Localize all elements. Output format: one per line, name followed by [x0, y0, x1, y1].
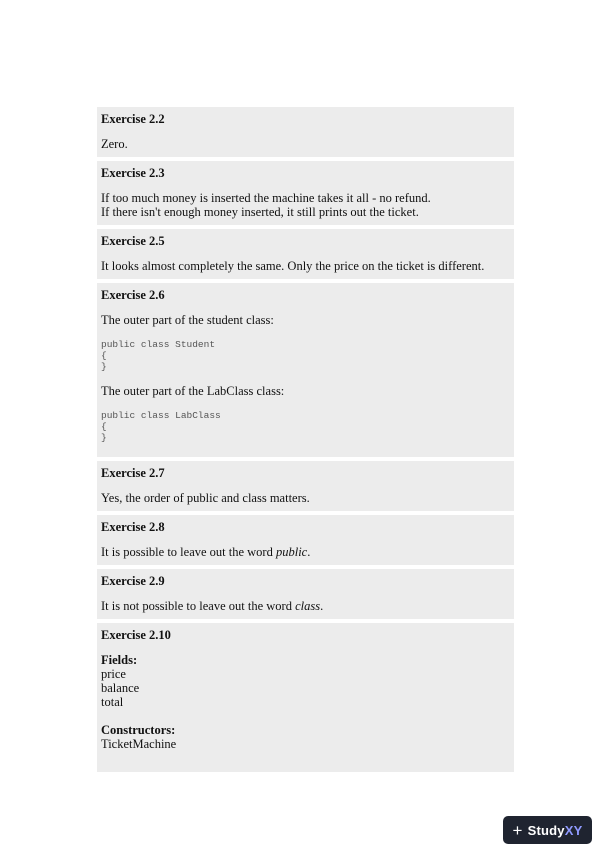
exercise-title: Exercise 2.2	[101, 112, 165, 126]
answer-punctuation: .	[307, 545, 311, 559]
code-line: public class Student	[101, 339, 216, 350]
exercise-answer-intro: The outer part of the LabClass class:	[101, 384, 285, 398]
exercise-2-5-box	[97, 229, 514, 279]
emphasized-keyword: public	[275, 545, 308, 559]
exercise-2-8-box	[97, 515, 514, 565]
exercise-answer: It looks almost completely the same. Only the price on the ticket is different.	[101, 259, 485, 273]
code-line: }	[101, 432, 107, 443]
field-item: total	[101, 695, 124, 709]
exercise-answer	[101, 545, 510, 559]
exercise-2-2-box	[97, 107, 514, 157]
field-item: price	[101, 667, 126, 681]
code-line: {	[101, 421, 107, 432]
code-line: {	[101, 350, 107, 361]
exercise-title: Exercise 2.6	[101, 288, 165, 302]
logo-text-study: Study	[527, 822, 565, 838]
plus-icon: +	[512, 820, 523, 840]
studyxy-logo	[503, 816, 592, 844]
exercise-2-9-box	[97, 569, 514, 619]
code-line: public class LabClass	[101, 410, 221, 421]
fields-heading: Fields:	[101, 653, 138, 667]
exercise-answer	[101, 599, 510, 613]
exercise-2-3-box	[97, 161, 514, 225]
field-item: balance	[101, 681, 140, 695]
exercise-2-7-box	[97, 461, 514, 511]
emphasized-keyword: class	[295, 599, 321, 613]
constructors-heading: Constructors:	[101, 723, 176, 737]
exercise-title: Exercise 2.7	[101, 466, 165, 480]
exercise-title: Exercise 2.5	[101, 234, 165, 248]
exercise-title: Exercise 2.3	[101, 166, 165, 180]
logo-text-xy: XY	[564, 822, 583, 838]
exercise-answer: Yes, the order of public and class matters.	[101, 491, 310, 505]
answer-punctuation: .	[320, 599, 324, 613]
exercise-answer-intro: The outer part of the student class:	[101, 313, 274, 327]
code-line: }	[101, 361, 107, 372]
exercise-2-6-box	[97, 283, 514, 457]
answer-text: It is not possible to leave out the word	[101, 599, 296, 613]
exercise-title: Exercise 2.10	[101, 628, 171, 642]
answer-text: It is possible to leave out the word	[101, 545, 276, 559]
exercise-answer: Zero.	[101, 137, 128, 151]
exercise-answer-line: If there isn't enough money inserted, it still prints out the ticket.	[101, 205, 419, 219]
document-page	[97, 107, 514, 776]
exercise-title: Exercise 2.9	[101, 574, 165, 588]
exercise-answer-line: If too much money is inserted the machine takes it all - no refund.	[101, 191, 431, 205]
exercise-title: Exercise 2.8	[101, 520, 165, 534]
exercise-2-10-box	[97, 623, 514, 772]
constructor-item: TicketMachine	[101, 737, 177, 751]
